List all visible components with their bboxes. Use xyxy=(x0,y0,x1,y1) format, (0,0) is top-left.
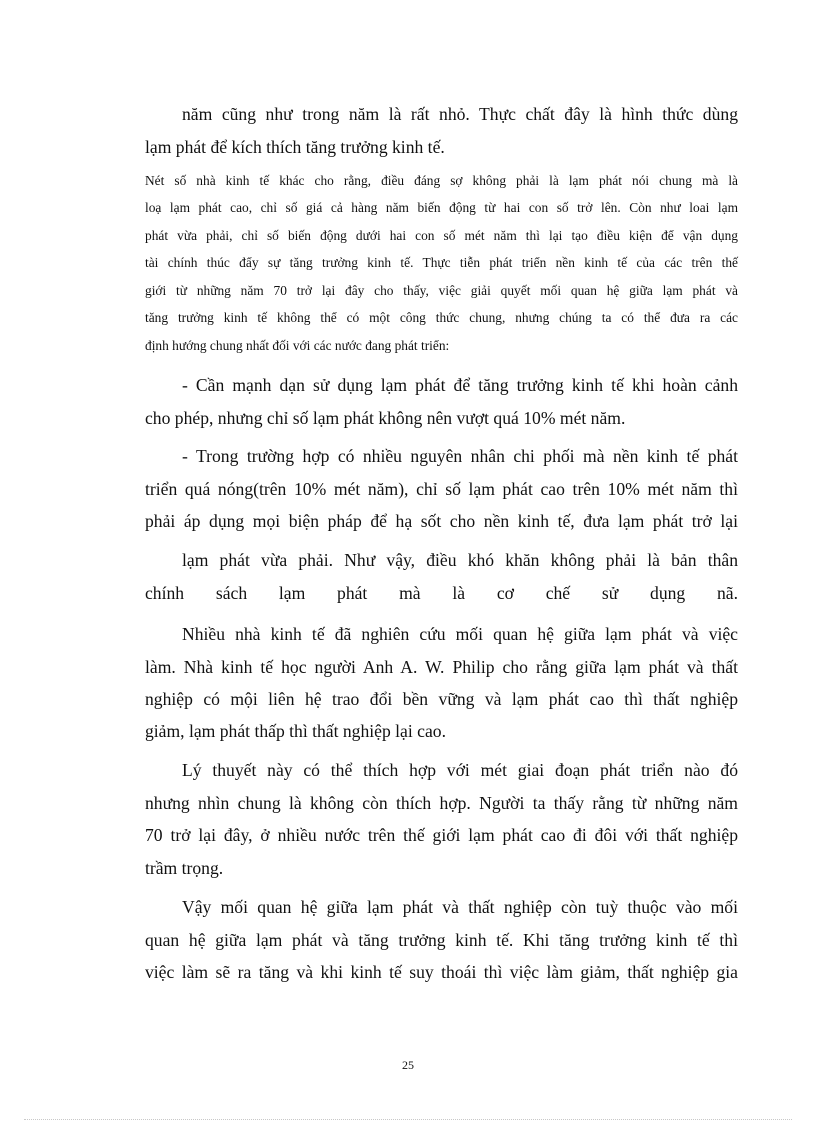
text-line-17: Nhiều nhà kinh tế đã nghiên cứu mối quan hệ giữa lạm phát và việc xyxy=(182,624,738,644)
text-line-13: triển quá nóng(trên 10% mét năm), chỉ số lạm phát cao trên 10% mét năm thì xyxy=(145,479,738,499)
text-line-16: chính sách lạm phát mà là cơ chế sử dụng nã. xyxy=(145,583,738,603)
text-line-9: định hướng chung nhất đối với các nước đang phát triển: xyxy=(145,338,450,353)
page-bottom-divider xyxy=(24,1119,792,1120)
text-line-22: nhưng nhìn chung là không còn thích hợp. Người ta thấy rằng từ những năm xyxy=(145,793,738,813)
text-line-5: phát vừa phải, chỉ số biến động dưới hai con số mét năm thì lại tạo điều kiện để vận dụng xyxy=(145,228,738,243)
text-line-24: trầm trọng. xyxy=(145,858,224,878)
text-line-8: tăng trưởng kinh tế không thể có một công thức chung, nhưng chúng ta có thể đưa ra các xyxy=(145,310,738,325)
text-line-12: - Trong trường hợp có nhiều nguyên nhân chi phối mà nền kinh tế phát xyxy=(182,446,738,466)
text-line-7: giới từ những năm 70 trở lại đây cho thấy, việc giải quyết mối quan hệ giữa lạm phát và xyxy=(145,283,738,298)
text-line-20: giảm, lạm phát thấp thì thất nghiệp lại cao. xyxy=(145,721,446,741)
text-line-18: làm. Nhà kinh tế học người Anh A. W. Philip cho rằng giữa lạm phát và thất xyxy=(145,657,738,677)
text-line-3: Nét số nhà kinh tế khác cho rằng, điều đáng sợ không phải là lạm phát nói chung mà là xyxy=(145,173,738,188)
text-line-23: 70 trở lại đây, ở nhiều nước trên thế giới lạm phát cao đi đôi với thất nghiệp xyxy=(145,825,738,845)
text-line-15: lạm phát vừa phải. Như vậy, điều khó khăn không phải là bản thân xyxy=(182,550,738,570)
text-line-14: phải áp dụng mọi biện pháp để hạ sốt cho nền kinh tế, đưa lạm phát trở lại xyxy=(145,511,738,531)
text-line-1: năm cũng như trong năm là rất nhỏ. Thực chất đây là hình thức dùng xyxy=(182,104,738,124)
text-line-25: Vậy mối quan hệ giữa lạm phát và thất nghiệp còn tuỳ thuộc vào mối xyxy=(182,897,738,917)
text-line-19: nghiệp có mội liên hệ trao đổi bền vững và lạm phát cao thì thất nghiệp xyxy=(145,689,738,709)
text-line-6: tài chính thúc đẩy sự tăng trưởng kinh tế. Thực tiễn phát triển nền kinh tế của các trên thế xyxy=(145,255,738,270)
text-line-27: việc làm sẽ ra tăng và khi kinh tế suy thoái thì việc làm giảm, thất nghiệp gia xyxy=(145,962,738,982)
text-line-10: - Cần mạnh dạn sử dụng lạm phát để tăng trưởng kinh tế khi hoàn cảnh xyxy=(182,375,738,395)
text-line-2: lạm phát để kích thích tăng trưởng kinh tế. xyxy=(145,137,445,157)
text-line-4: loạ lạm phát cao, chỉ số giá cả hàng năm biến động từ hai con số trở lên. Còn như loai lạm xyxy=(145,200,738,215)
text-line-26: quan hệ giữa lạm phát và tăng trưởng kinh tế. Khi tăng trưởng kinh tế thì xyxy=(145,930,738,950)
text-line-11: cho phép, nhưng chỉ số lạm phát không nên vượt quá 10% mét năm. xyxy=(145,408,626,428)
text-line-21: Lý thuyết này có thể thích hợp với mét giai đoạn phát triển nào đó xyxy=(182,760,738,780)
page-number: 25 xyxy=(402,1058,414,1072)
